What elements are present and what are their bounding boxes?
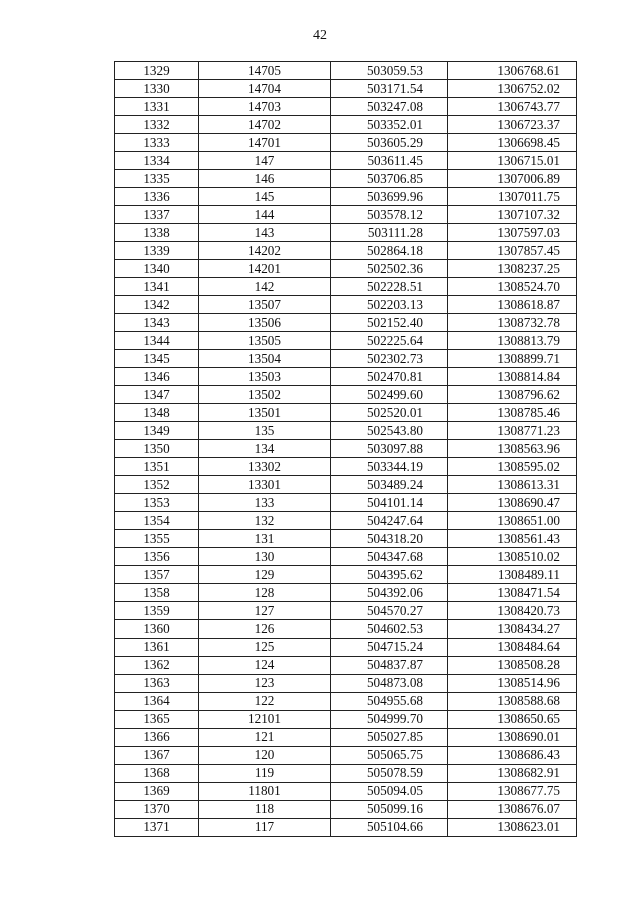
x-coordinate-cell: 503699.96	[331, 188, 448, 206]
x-coordinate-cell: 503059.53	[331, 62, 448, 80]
row-index-cell: 1337	[115, 206, 199, 224]
row-index-cell: 1346	[115, 368, 199, 386]
x-coordinate-cell: 505027.85	[331, 728, 448, 746]
y-coordinate-cell: 1308677.75	[448, 782, 577, 800]
point-id-cell: 128	[199, 584, 331, 602]
table-row	[115, 620, 577, 638]
point-id-cell: 125	[199, 638, 331, 656]
point-id-cell: 13507	[199, 296, 331, 314]
x-coordinate-cell: 505078.59	[331, 764, 448, 782]
table-row	[115, 476, 577, 494]
point-id-cell: 126	[199, 620, 331, 638]
x-coordinate-cell: 503605.29	[331, 134, 448, 152]
point-id-cell: 13505	[199, 332, 331, 350]
row-index-cell: 1362	[115, 656, 199, 674]
row-index-cell: 1351	[115, 458, 199, 476]
row-index-cell: 1358	[115, 584, 199, 602]
point-id-cell: 144	[199, 206, 331, 224]
y-coordinate-cell: 1308682.91	[448, 764, 577, 782]
y-coordinate-cell: 1308420.73	[448, 602, 577, 620]
point-id-cell: 14704	[199, 80, 331, 98]
x-coordinate-cell: 504395.62	[331, 566, 448, 584]
row-index-cell: 1329	[115, 62, 199, 80]
point-id-cell: 123	[199, 674, 331, 692]
table-row	[115, 548, 577, 566]
table-row	[115, 656, 577, 674]
x-coordinate-cell: 504837.87	[331, 656, 448, 674]
y-coordinate-cell: 1308508.28	[448, 656, 577, 674]
table-row	[115, 458, 577, 476]
page-number: 42	[313, 28, 327, 43]
row-index-cell: 1352	[115, 476, 199, 494]
y-coordinate-cell: 1308524.70	[448, 278, 577, 296]
point-id-cell: 14705	[199, 62, 331, 80]
y-coordinate-cell: 1306698.45	[448, 134, 577, 152]
y-coordinate-cell: 1308434.27	[448, 620, 577, 638]
table-row	[115, 710, 577, 728]
x-coordinate-cell: 504999.70	[331, 710, 448, 728]
row-index-cell: 1348	[115, 404, 199, 422]
y-coordinate-cell: 1306743.77	[448, 98, 577, 116]
x-coordinate-cell: 502543.80	[331, 422, 448, 440]
table-row	[115, 152, 577, 170]
row-index-cell: 1365	[115, 710, 199, 728]
x-coordinate-cell: 502203.13	[331, 296, 448, 314]
y-coordinate-cell: 1308489.11	[448, 566, 577, 584]
x-coordinate-cell: 502470.81	[331, 368, 448, 386]
row-index-cell: 1359	[115, 602, 199, 620]
x-coordinate-cell: 505065.75	[331, 746, 448, 764]
table-row	[115, 512, 577, 530]
x-coordinate-cell: 503611.45	[331, 152, 448, 170]
table-row	[115, 116, 577, 134]
row-index-cell: 1345	[115, 350, 199, 368]
table-row	[115, 530, 577, 548]
y-coordinate-cell: 1308563.96	[448, 440, 577, 458]
x-coordinate-cell: 504955.68	[331, 692, 448, 710]
table-row	[115, 134, 577, 152]
x-coordinate-cell: 503344.19	[331, 458, 448, 476]
x-coordinate-cell: 503171.54	[331, 80, 448, 98]
y-coordinate-cell: 1308484.64	[448, 638, 577, 656]
point-id-cell: 13506	[199, 314, 331, 332]
table-row	[115, 206, 577, 224]
y-coordinate-cell: 1308813.79	[448, 332, 577, 350]
table-row	[115, 746, 577, 764]
y-coordinate-cell: 1308686.43	[448, 746, 577, 764]
table-row	[115, 170, 577, 188]
row-index-cell: 1347	[115, 386, 199, 404]
row-index-cell: 1355	[115, 530, 199, 548]
point-id-cell: 134	[199, 440, 331, 458]
row-index-cell: 1361	[115, 638, 199, 656]
y-coordinate-cell: 1307597.03	[448, 224, 577, 242]
x-coordinate-cell: 503706.85	[331, 170, 448, 188]
point-id-cell: 131	[199, 530, 331, 548]
coordinates-table	[114, 61, 577, 837]
row-index-cell: 1349	[115, 422, 199, 440]
point-id-cell: 13504	[199, 350, 331, 368]
row-index-cell: 1369	[115, 782, 199, 800]
table-row	[115, 404, 577, 422]
row-index-cell: 1368	[115, 764, 199, 782]
y-coordinate-cell: 1308471.54	[448, 584, 577, 602]
y-coordinate-cell: 1308651.00	[448, 512, 577, 530]
row-index-cell: 1342	[115, 296, 199, 314]
table-row	[115, 818, 577, 836]
x-coordinate-cell: 502302.73	[331, 350, 448, 368]
row-index-cell: 1360	[115, 620, 199, 638]
x-coordinate-cell: 502502.36	[331, 260, 448, 278]
x-coordinate-cell: 504247.64	[331, 512, 448, 530]
row-index-cell: 1340	[115, 260, 199, 278]
point-id-cell: 118	[199, 800, 331, 818]
table-row	[115, 62, 577, 80]
y-coordinate-cell: 1308690.01	[448, 728, 577, 746]
point-id-cell: 133	[199, 494, 331, 512]
table-row	[115, 638, 577, 656]
point-id-cell: 13501	[199, 404, 331, 422]
row-index-cell: 1332	[115, 116, 199, 134]
table-row	[115, 764, 577, 782]
table-row	[115, 242, 577, 260]
y-coordinate-cell: 1306768.61	[448, 62, 577, 80]
table-row	[115, 386, 577, 404]
x-coordinate-cell: 504101.14	[331, 494, 448, 512]
row-index-cell: 1339	[115, 242, 199, 260]
table-row	[115, 188, 577, 206]
x-coordinate-cell: 505104.66	[331, 818, 448, 836]
table-row	[115, 260, 577, 278]
table-row	[115, 80, 577, 98]
y-coordinate-cell: 1306723.37	[448, 116, 577, 134]
x-coordinate-cell: 502864.18	[331, 242, 448, 260]
y-coordinate-cell: 1307107.32	[448, 206, 577, 224]
row-index-cell: 1370	[115, 800, 199, 818]
point-id-cell: 146	[199, 170, 331, 188]
x-coordinate-cell: 505099.16	[331, 800, 448, 818]
x-coordinate-cell: 502228.51	[331, 278, 448, 296]
y-coordinate-cell: 1308676.07	[448, 800, 577, 818]
y-coordinate-cell: 1308650.65	[448, 710, 577, 728]
point-id-cell: 13502	[199, 386, 331, 404]
table-row	[115, 602, 577, 620]
y-coordinate-cell: 1308771.23	[448, 422, 577, 440]
row-index-cell: 1338	[115, 224, 199, 242]
y-coordinate-cell: 1307006.89	[448, 170, 577, 188]
row-index-cell: 1357	[115, 566, 199, 584]
table-row	[115, 422, 577, 440]
row-index-cell: 1367	[115, 746, 199, 764]
table-row	[115, 332, 577, 350]
row-index-cell: 1335	[115, 170, 199, 188]
table-row	[115, 584, 577, 602]
y-coordinate-cell: 1308588.68	[448, 692, 577, 710]
x-coordinate-cell: 504392.06	[331, 584, 448, 602]
table-row	[115, 566, 577, 584]
x-coordinate-cell: 504318.20	[331, 530, 448, 548]
x-coordinate-cell: 504570.27	[331, 602, 448, 620]
y-coordinate-cell: 1306715.01	[448, 152, 577, 170]
row-index-cell: 1364	[115, 692, 199, 710]
point-id-cell: 14702	[199, 116, 331, 134]
point-id-cell: 124	[199, 656, 331, 674]
y-coordinate-cell: 1308796.62	[448, 386, 577, 404]
x-coordinate-cell: 502225.64	[331, 332, 448, 350]
x-coordinate-cell: 504715.24	[331, 638, 448, 656]
row-index-cell: 1333	[115, 134, 199, 152]
row-index-cell: 1330	[115, 80, 199, 98]
point-id-cell: 142	[199, 278, 331, 296]
row-index-cell: 1344	[115, 332, 199, 350]
y-coordinate-cell: 1308613.31	[448, 476, 577, 494]
point-id-cell: 130	[199, 548, 331, 566]
table-row	[115, 278, 577, 296]
point-id-cell: 12101	[199, 710, 331, 728]
x-coordinate-cell: 502520.01	[331, 404, 448, 422]
point-id-cell: 13503	[199, 368, 331, 386]
table-row	[115, 224, 577, 242]
table-row	[115, 98, 577, 116]
point-id-cell: 129	[199, 566, 331, 584]
row-index-cell: 1350	[115, 440, 199, 458]
point-id-cell: 143	[199, 224, 331, 242]
y-coordinate-cell: 1308510.02	[448, 548, 577, 566]
row-index-cell: 1334	[115, 152, 199, 170]
table-row	[115, 350, 577, 368]
y-coordinate-cell: 1306752.02	[448, 80, 577, 98]
point-id-cell: 13302	[199, 458, 331, 476]
x-coordinate-cell: 503247.08	[331, 98, 448, 116]
row-index-cell: 1336	[115, 188, 199, 206]
point-id-cell: 119	[199, 764, 331, 782]
y-coordinate-cell: 1308618.87	[448, 296, 577, 314]
point-id-cell: 13301	[199, 476, 331, 494]
row-index-cell: 1356	[115, 548, 199, 566]
point-id-cell: 132	[199, 512, 331, 530]
table-row	[115, 692, 577, 710]
x-coordinate-cell: 502152.40	[331, 314, 448, 332]
table-row	[115, 368, 577, 386]
y-coordinate-cell: 1308690.47	[448, 494, 577, 512]
y-coordinate-cell: 1308814.84	[448, 368, 577, 386]
x-coordinate-cell: 504347.68	[331, 548, 448, 566]
table-row	[115, 440, 577, 458]
x-coordinate-cell: 504873.08	[331, 674, 448, 692]
row-index-cell: 1343	[115, 314, 199, 332]
point-id-cell: 120	[199, 746, 331, 764]
y-coordinate-cell: 1308785.46	[448, 404, 577, 422]
x-coordinate-cell: 505094.05	[331, 782, 448, 800]
row-index-cell: 1371	[115, 818, 199, 836]
y-coordinate-cell: 1308237.25	[448, 260, 577, 278]
row-index-cell: 1353	[115, 494, 199, 512]
point-id-cell: 14202	[199, 242, 331, 260]
row-index-cell: 1331	[115, 98, 199, 116]
row-index-cell: 1341	[115, 278, 199, 296]
y-coordinate-cell: 1307857.45	[448, 242, 577, 260]
y-coordinate-cell: 1308623.01	[448, 818, 577, 836]
y-coordinate-cell: 1308514.96	[448, 674, 577, 692]
x-coordinate-cell: 503578.12	[331, 206, 448, 224]
y-coordinate-cell: 1308899.71	[448, 350, 577, 368]
table-row	[115, 494, 577, 512]
point-id-cell: 11801	[199, 782, 331, 800]
x-coordinate-cell: 503097.88	[331, 440, 448, 458]
point-id-cell: 127	[199, 602, 331, 620]
y-coordinate-cell: 1308732.78	[448, 314, 577, 332]
point-id-cell: 121	[199, 728, 331, 746]
table-row	[115, 674, 577, 692]
x-coordinate-cell: 504602.53	[331, 620, 448, 638]
table-row	[115, 782, 577, 800]
table-row	[115, 314, 577, 332]
row-index-cell: 1363	[115, 674, 199, 692]
point-id-cell: 14201	[199, 260, 331, 278]
y-coordinate-cell: 1308595.02	[448, 458, 577, 476]
x-coordinate-cell: 503489.24	[331, 476, 448, 494]
row-index-cell: 1354	[115, 512, 199, 530]
point-id-cell: 122	[199, 692, 331, 710]
y-coordinate-cell: 1308561.43	[448, 530, 577, 548]
row-index-cell: 1366	[115, 728, 199, 746]
x-coordinate-cell: 502499.60	[331, 386, 448, 404]
table-row	[115, 800, 577, 818]
point-id-cell: 14701	[199, 134, 331, 152]
point-id-cell: 117	[199, 818, 331, 836]
table-row	[115, 296, 577, 314]
x-coordinate-cell: 503352.01	[331, 116, 448, 134]
coordinates-table-body	[115, 62, 577, 837]
y-coordinate-cell: 1307011.75	[448, 188, 577, 206]
point-id-cell: 147	[199, 152, 331, 170]
point-id-cell: 145	[199, 188, 331, 206]
table-row	[115, 728, 577, 746]
point-id-cell: 14703	[199, 98, 331, 116]
point-id-cell: 135	[199, 422, 331, 440]
x-coordinate-cell: 503111.28	[331, 224, 448, 242]
